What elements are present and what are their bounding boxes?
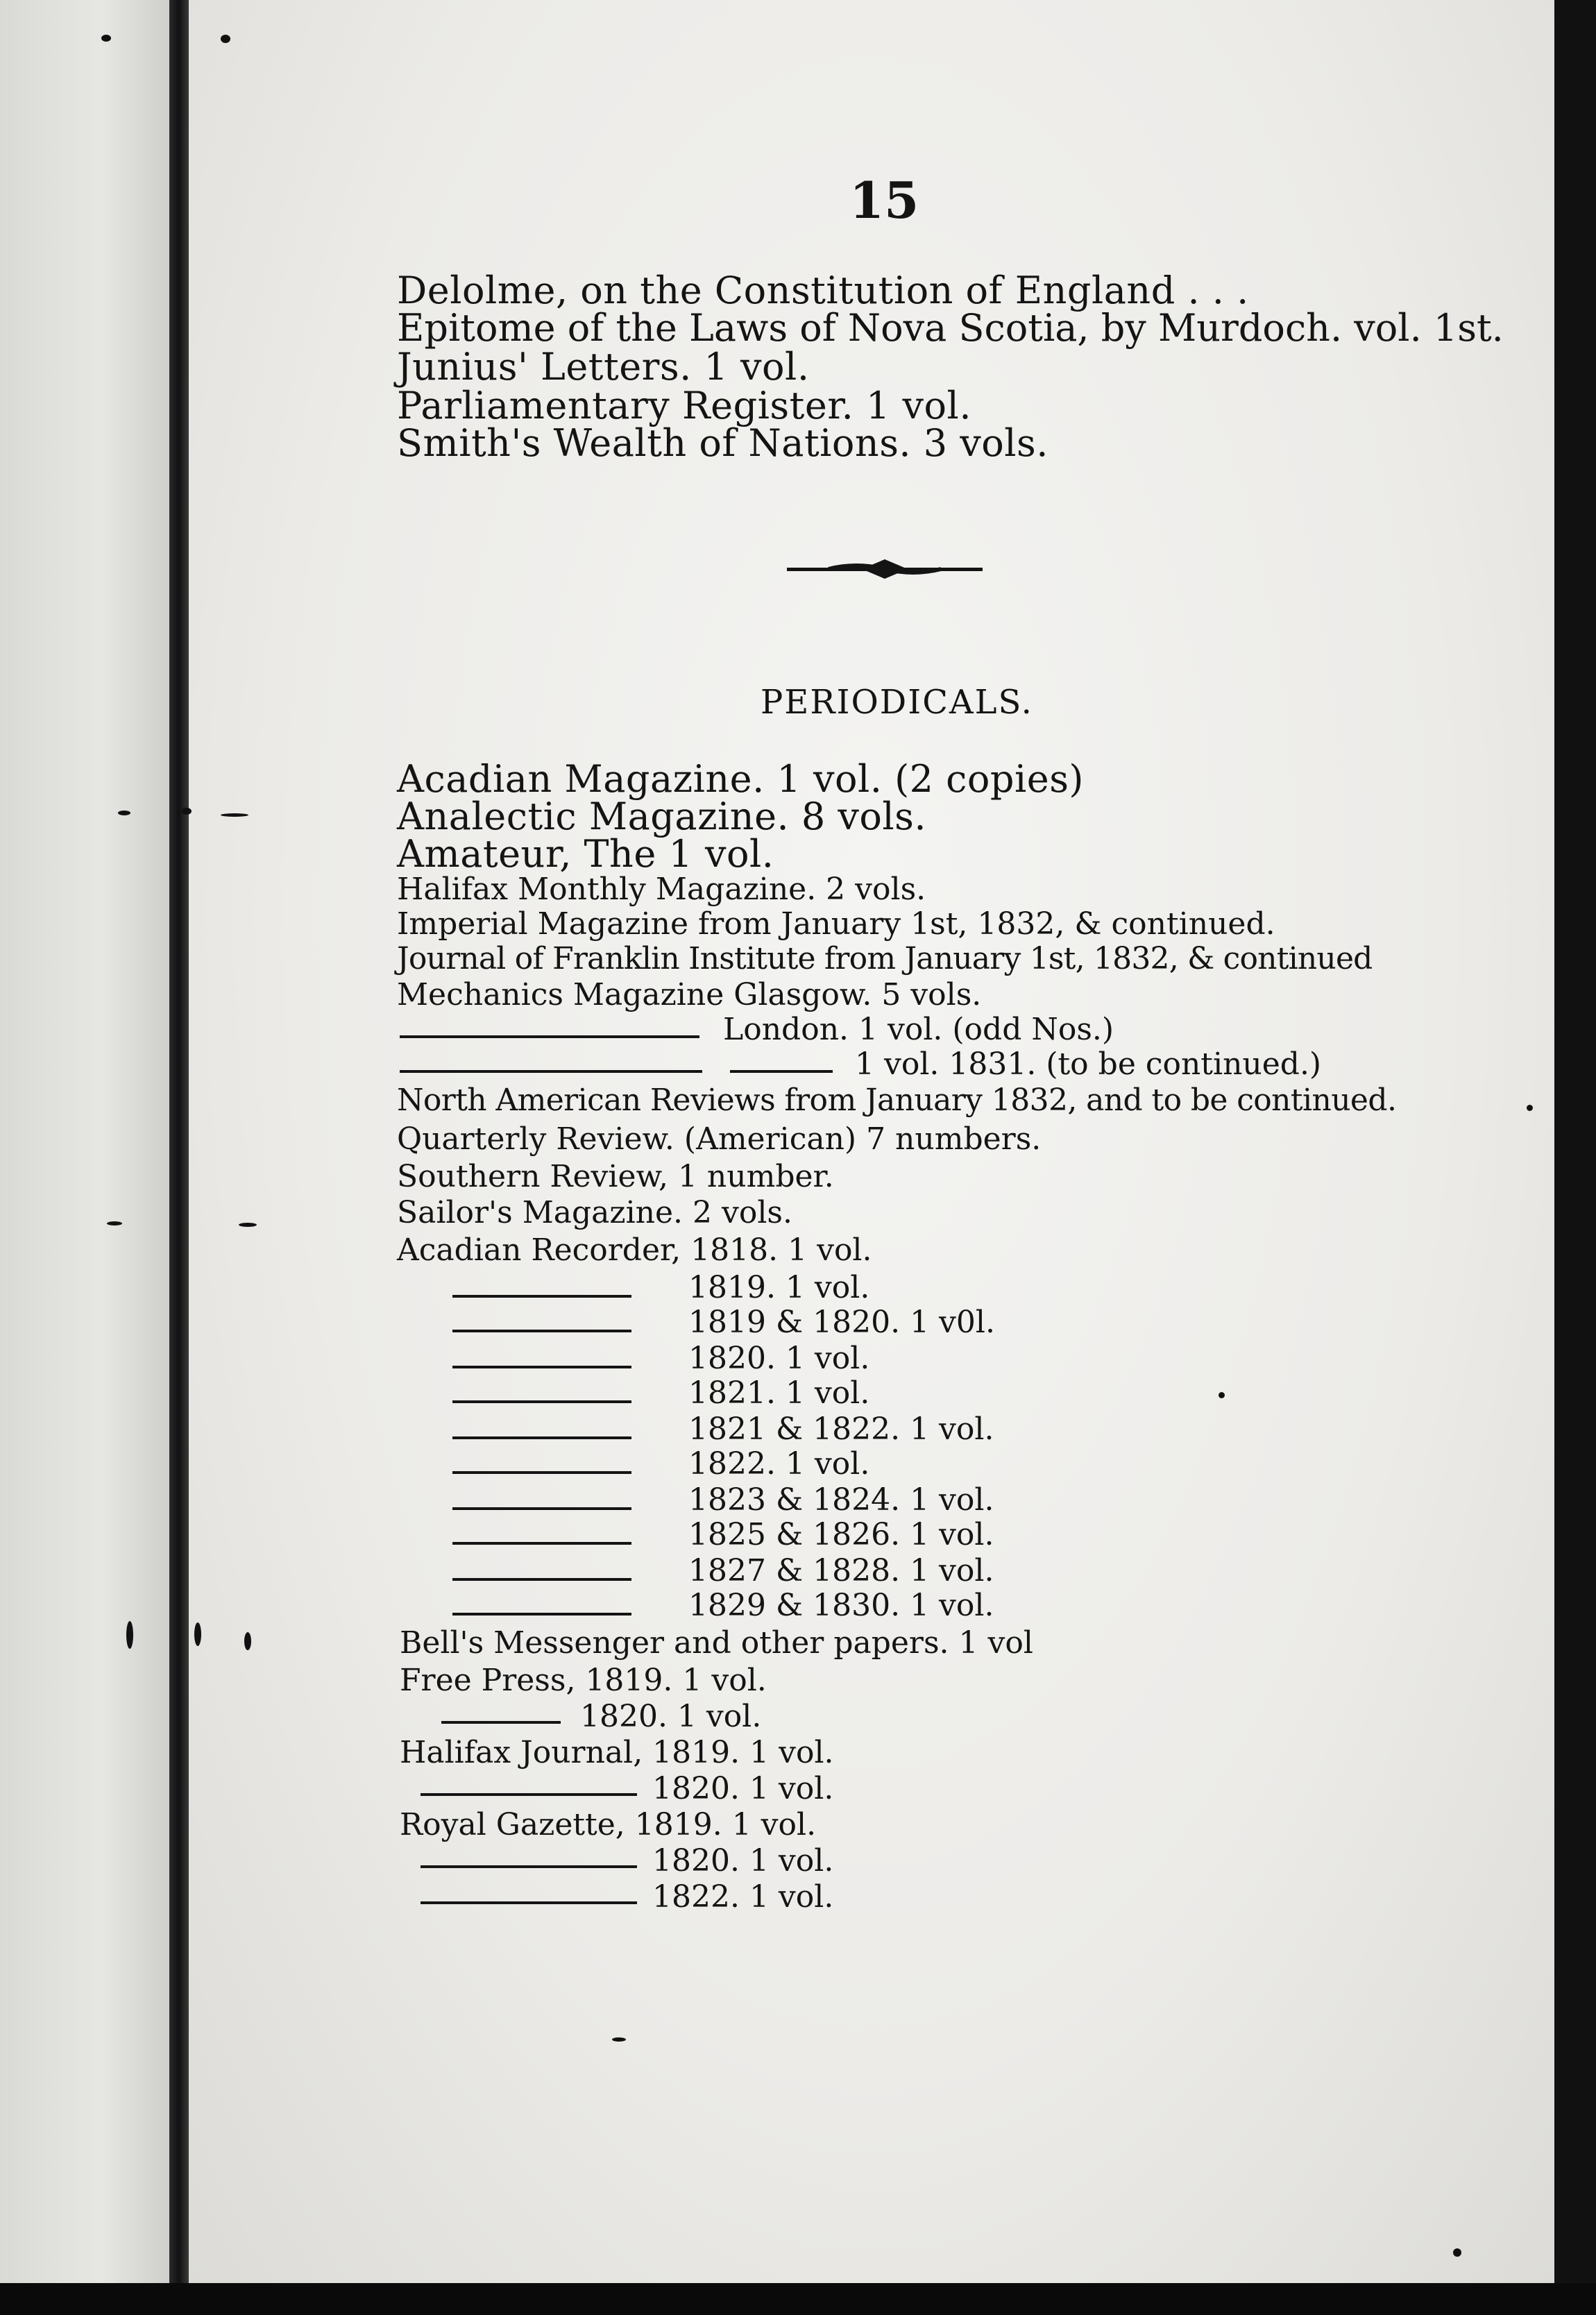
ditto-rule bbox=[452, 1613, 631, 1616]
ditto-rule bbox=[730, 1070, 833, 1073]
speck bbox=[1219, 1392, 1225, 1398]
ditto-rule bbox=[452, 1542, 631, 1545]
speck bbox=[1453, 2248, 1461, 2257]
speck bbox=[182, 808, 192, 815]
ditto-rule bbox=[421, 1793, 637, 1796]
periodical-mechanics-1831: 1 vol. 1831. (to be continued.) bbox=[855, 1046, 1322, 1082]
ditto-rule bbox=[452, 1436, 631, 1439]
entry-bells-messenger: Bell's Messenger and other papers. 1 vol bbox=[400, 1625, 1033, 1661]
entry-royal-gazette: Royal Gazette, 1819. 1 vol. bbox=[400, 1807, 817, 1842]
ditto-rule bbox=[452, 1507, 631, 1510]
entry-delolme: Delolme, on the Constitution of England . . . bbox=[397, 269, 1249, 312]
entry-free-press: Free Press, 1819. 1 vol. bbox=[400, 1663, 767, 1698]
acadian-recorder-row: 1819 & 1820. 1 v0l. bbox=[688, 1305, 995, 1340]
page-number: 15 bbox=[849, 171, 919, 230]
periodical-acadian-magazine: Acadian Magazine. 1 vol. (2 copies) bbox=[397, 757, 1085, 801]
facing-page-edge bbox=[0, 0, 169, 2290]
entry-royal-gazette-1822: 1822. 1 vol. bbox=[652, 1879, 834, 1915]
periodical-southern: Southern Review, 1 number. bbox=[397, 1159, 834, 1194]
ditto-rule bbox=[400, 1035, 699, 1038]
ditto-rule bbox=[452, 1295, 631, 1298]
entry-free-press-1820: 1820. 1 vol. bbox=[580, 1699, 762, 1734]
ditto-rule bbox=[452, 1330, 631, 1332]
acadian-recorder-row: 1827 & 1828. 1 vol. bbox=[688, 1553, 994, 1588]
ditto-rule bbox=[400, 1070, 702, 1073]
entry-halifax-journal: Halifax Journal, 1819. 1 vol. bbox=[400, 1735, 834, 1770]
acadian-recorder-row: 1819. 1 vol. bbox=[688, 1270, 870, 1305]
page-right-edge bbox=[1554, 0, 1596, 2315]
acadian-recorder-row: 1823 & 1824. 1 vol. bbox=[688, 1482, 994, 1518]
ditto-rule bbox=[452, 1366, 631, 1368]
ditto-rule bbox=[452, 1578, 631, 1581]
periodical-imperial: Imperial Magazine from January 1st, 1832, & continued. bbox=[397, 906, 1275, 942]
speck bbox=[118, 811, 130, 815]
entry-smith: Smith's Wealth of Nations. 3 vols. bbox=[397, 421, 1049, 465]
periodical-halifax-monthly: Halifax Monthly Magazine. 2 vols. bbox=[397, 872, 926, 907]
acadian-recorder-title: Acadian Recorder, 1818. 1 vol. bbox=[397, 1232, 872, 1268]
periodical-sailors: Sailor's Magazine. 2 vols. bbox=[397, 1195, 792, 1230]
periodical-franklin: Journal of Franklin Institute from January 1st, 1832, & continued bbox=[397, 941, 1373, 976]
ditto-rule bbox=[452, 1471, 631, 1474]
entry-royal-gazette-1820: 1820. 1 vol. bbox=[652, 1843, 834, 1879]
acadian-recorder-row: 1821 & 1822. 1 vol. bbox=[688, 1411, 994, 1447]
ditto-rule bbox=[441, 1721, 561, 1724]
page-bottom-edge bbox=[0, 2283, 1596, 2315]
ditto-rule bbox=[452, 1400, 631, 1403]
acadian-recorder-row: 1820. 1 vol. bbox=[688, 1341, 870, 1376]
speck bbox=[126, 1621, 133, 1649]
acadian-recorder-row: 1825 & 1826. 1 vol. bbox=[688, 1517, 994, 1552]
speck bbox=[239, 1223, 257, 1227]
acadian-recorder-row: 1821. 1 vol. bbox=[688, 1375, 870, 1411]
speck bbox=[194, 1622, 201, 1646]
ditto-rule bbox=[421, 1865, 637, 1868]
entry-junius: Junius' Letters. 1 vol. bbox=[397, 345, 810, 389]
ornament-divider bbox=[787, 552, 983, 587]
book-gutter bbox=[169, 0, 189, 2315]
speck bbox=[1527, 1105, 1533, 1111]
speck bbox=[612, 2037, 626, 2042]
speck bbox=[221, 35, 230, 43]
periodical-amateur: Amateur, The 1 vol. bbox=[397, 832, 774, 876]
entry-halifax-journal-1820: 1820. 1 vol. bbox=[652, 1771, 834, 1806]
periodical-quarterly: Quarterly Review. (American) 7 numbers. bbox=[397, 1121, 1042, 1157]
entry-parliamentary: Parliamentary Register. 1 vol. bbox=[397, 384, 971, 427]
ditto-rule bbox=[421, 1901, 637, 1904]
entry-epitome: Epitome of the Laws of Nova Scotia, by Murdoch. vol. 1st. bbox=[397, 306, 1504, 350]
section-heading: PERIODICALS. bbox=[761, 683, 1033, 722]
periodical-north-american: North American Reviews from January 1832, and to be continued. bbox=[397, 1083, 1397, 1118]
speck bbox=[221, 813, 248, 817]
speck bbox=[107, 1221, 122, 1226]
periodical-analectic: Analectic Magazine. 8 vols. bbox=[397, 795, 927, 838]
speck bbox=[244, 1632, 251, 1650]
speck bbox=[101, 35, 111, 42]
acadian-recorder-row: 1829 & 1830. 1 vol. bbox=[688, 1588, 994, 1623]
periodical-mechanics-london: London. 1 vol. (odd Nos.) bbox=[723, 1012, 1114, 1047]
acadian-recorder-row: 1822. 1 vol. bbox=[688, 1446, 870, 1482]
periodical-mechanics: Mechanics Magazine Glasgow. 5 vols. bbox=[397, 977, 982, 1012]
